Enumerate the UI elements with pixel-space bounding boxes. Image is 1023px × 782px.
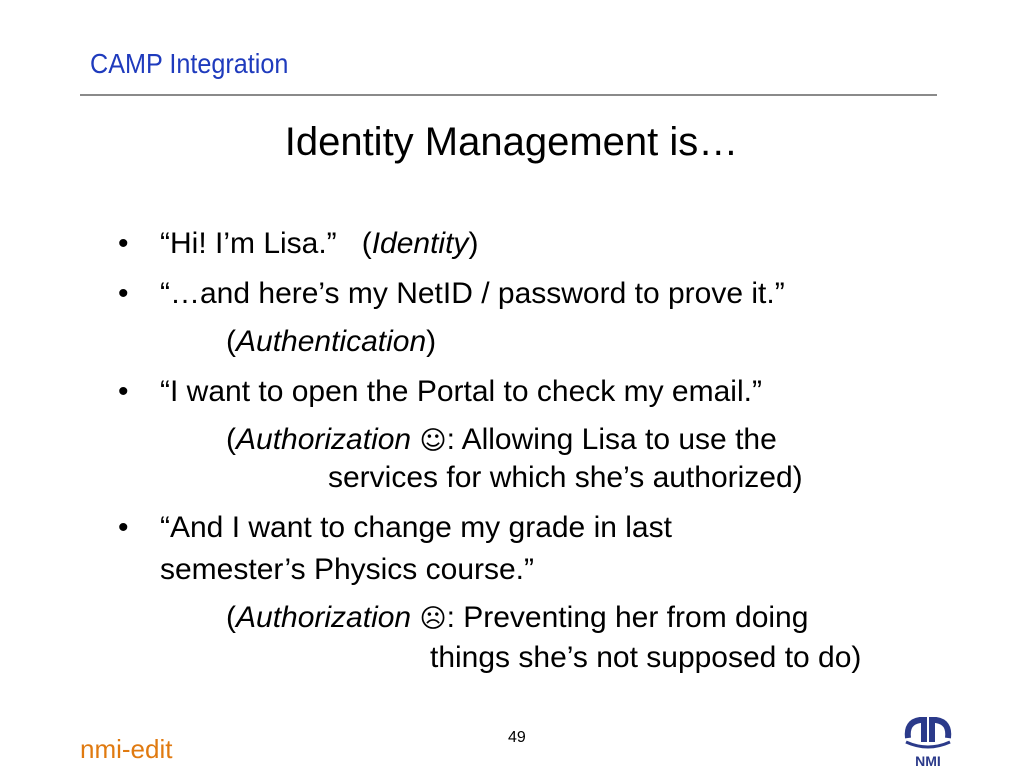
term-authorization: Authorization: [236, 601, 412, 634]
bullet-marker: •: [118, 511, 129, 544]
term-identity: Identity: [371, 227, 469, 260]
footer-brand: nmi-edit: [80, 734, 173, 764]
bullet-item-authorization-deny-continued: semester’s Physics course.”: [160, 553, 535, 586]
term-open-paren: (: [226, 325, 236, 358]
slide-title: Identity Management is…: [284, 120, 739, 164]
nmi-logo-icon: [900, 708, 956, 770]
authorization-detail: : Preventing her from doing: [446, 601, 809, 634]
authorization-detail-continued: services for which she’s authorized): [328, 461, 803, 494]
term-close-paren: ): [426, 325, 437, 358]
term-authorization: Authorization: [236, 423, 412, 456]
term-open-paren: (: [226, 601, 236, 634]
term-line-authentication: [226, 324, 436, 360]
frown-icon: ☹: [419, 604, 447, 634]
logo-text: NMI: [915, 753, 941, 769]
header-title: CAMP Integration: [90, 48, 289, 79]
bullet-marker: •: [118, 375, 129, 408]
term-close-paren: ): [468, 227, 479, 260]
term-open-paren: (: [361, 227, 372, 260]
authorization-detail: : Allowing Lisa to use the: [446, 423, 777, 456]
term-authentication: Authentication: [236, 325, 427, 358]
term-line-authorization-allow: [226, 422, 777, 459]
authorization-detail-continued: things she’s not supposed to do): [430, 641, 862, 674]
bullet-item-authorization-allow: “I want to open the Portal to check my email.”: [160, 375, 762, 408]
page-number: 49: [508, 729, 526, 746]
bullet-item-identity: [160, 226, 478, 262]
bullet-quote: “Hi! I’m Lisa.”: [160, 227, 337, 260]
term-line-authorization-deny: [226, 600, 808, 637]
bullet-item-authentication: “…and here’s my NetID / password to prove it.”: [160, 277, 785, 310]
bullet-marker: •: [118, 277, 129, 310]
smiley-icon: ☺: [419, 426, 447, 456]
bullet-marker: •: [118, 227, 129, 260]
bullet-item-authorization-deny: “And I want to change my grade in last: [160, 511, 672, 544]
term-open-paren: (: [226, 423, 236, 456]
